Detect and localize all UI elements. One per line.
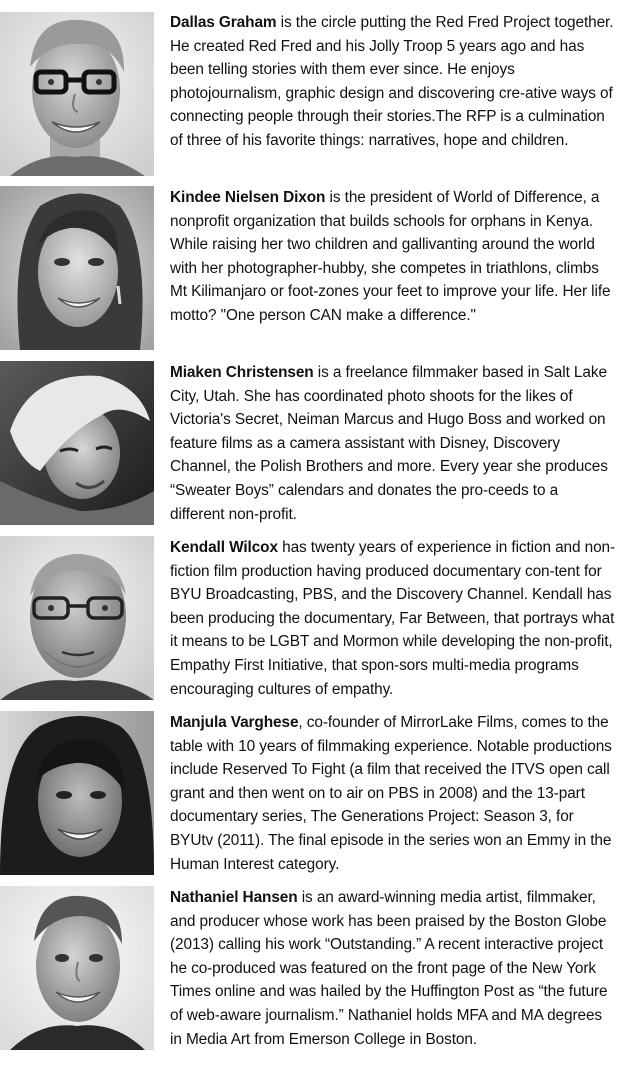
bio-description: is a freelance filmmaker based in Salt Lake City, Utah. She has coordinated photo shoots for the likes of Victoria's Secret, Neiman Marcus and Hugo Boss and worked on feature films as a camera assistant with Disney, Discovery Channel, the Polish Brothers and more. Every year she produces “Sweater Boys” calendars and donates the pro-ceeds to a different non-profit.	[170, 364, 608, 523]
bio-description: is the president of World of Difference, a nonprofit organization that builds schools for orphans in Kenya. While raising her two children and gallivanting around the world with her photographer-hubby, she competes in triathlons, climbs Mt Kilimanjaro or foot-zones your feet to improve your life. Her life motto? "One person CAN make a difference."	[170, 189, 611, 324]
portrait-photo	[0, 886, 154, 1050]
portrait-photo	[0, 536, 154, 700]
person-name: Kindee Nielsen Dixon	[170, 189, 326, 206]
person-name: Manjula Varghese	[170, 714, 299, 731]
bio-text	[170, 536, 616, 701]
person-name: Miaken Christensen	[170, 364, 314, 381]
bio-text	[170, 186, 616, 328]
portrait-photo	[0, 186, 154, 350]
bio-text	[170, 361, 616, 526]
person-portrait-icon	[0, 12, 154, 176]
person-portrait-icon	[0, 186, 154, 350]
person-name: Nathaniel Hansen	[170, 889, 298, 906]
person-portrait-icon	[0, 361, 154, 525]
bio-description: has twenty years of experience in fiction and non-fiction film production having produced documentary con-tent for BYU Broadcasting, PBS, and the Discovery Channel. Kendall has been producing the documentary, Far Between, that portrays what it means to be LGBT and Mormon while developing the non-profit, Empathy First Initiative, that spon-sors multi-media programs encouraging cultures of empathy.	[170, 539, 616, 698]
bio-description: is the circle putting the Red Fred Project together. He created Red Fred and his Jolly Troop 5 years ago and has been telling stories with them ever since. He enjoys photojournalism, graphic design and discovering cre-ative ways of connecting people through their stories.The RFP is a culmination of three of his favorite things: narratives, hope and children.	[170, 14, 614, 149]
person-name: Kendall Wilcox	[170, 539, 278, 556]
bio-description: is an award-winning media artist, filmmaker, and producer whose work has been praised by the Boston Globe (2013) calling his work “Outstanding.” A recent interactive project he co-produced was featured on the front page of the New York Times online and was hailed by the Huffington Post as “the future of web-aware journalism.” Nathaniel holds MFA and MA degrees in Media Art from Emerson College in Boston.	[170, 889, 608, 1048]
person-portrait-icon	[0, 711, 154, 875]
portrait-photo	[0, 12, 154, 176]
person-portrait-icon	[0, 886, 154, 1050]
person-name: Dallas Graham	[170, 14, 277, 31]
bio-description: , co-founder of MirrorLake Films, comes to the table with 10 years of filmmaking experience. Notable productions include Reserved To Fight (a film that received the ITVS open call grant and then went on to air on PBS in 2008) and the 13-part documentary series, The Generations Project: Season 3, for BYUtv (2011). The final episode in the series won an Emmy in the Human Interest category.	[170, 714, 612, 873]
bio-text	[170, 711, 616, 876]
person-portrait-icon	[0, 536, 154, 700]
portrait-photo	[0, 361, 154, 525]
bio-text	[170, 886, 616, 1051]
portrait-photo	[0, 711, 154, 875]
bio-text	[170, 11, 616, 153]
